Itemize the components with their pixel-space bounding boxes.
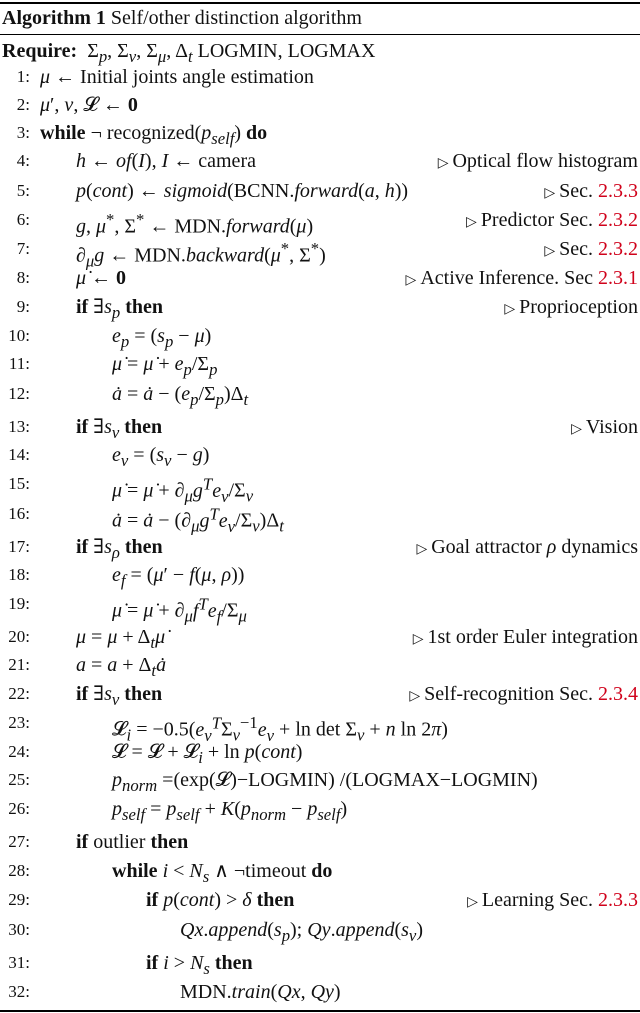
- line-code: $\mu = \mu + \Delta_t\mu̇$: [76, 626, 166, 652]
- algorithm-line: [0, 623, 640, 651]
- line-number: 3:: [16, 123, 30, 142]
- line-comment: [571, 413, 638, 444]
- comment-text: Sec.: [559, 238, 598, 260]
- line-number: 25:: [8, 770, 30, 789]
- algorithm-line: [0, 978, 640, 1006]
- line-number: 12:: [8, 384, 30, 403]
- line-code: if $\exists s_v$ then: [76, 416, 163, 442]
- line-number: 10:: [8, 326, 30, 345]
- line-code: μ ← Initial joints angle estimation: [40, 66, 314, 88]
- require-keyword: Require:: [2, 40, 78, 62]
- section-reference-link[interactable]: 2.3.3: [598, 180, 638, 202]
- comment-text: Sec.: [559, 180, 598, 202]
- comment-text: Self-recognition Sec.: [424, 683, 598, 705]
- algorithm-line: [0, 206, 640, 238]
- algorithm-line: [0, 651, 640, 679]
- line-code: 𝓛 = 𝓛 + 𝓛$_i$ + ln p(cont): [112, 741, 303, 767]
- algorithm-line: [0, 350, 640, 378]
- algorithm-line: [0, 413, 640, 441]
- line-number: 11:: [8, 354, 30, 373]
- algorithm-line: [0, 470, 640, 506]
- algorithm-line: [0, 738, 640, 766]
- line-comment: [413, 623, 638, 654]
- line-number: 30:: [8, 920, 30, 939]
- line-code: $p_{norm}$ =(exp(𝓛)−LOGMIN) /(LOGMAX−LOGMIN): [112, 769, 538, 795]
- line-number: 26:: [8, 799, 30, 818]
- algorithm-line: [0, 916, 640, 944]
- algorithm-line: [0, 795, 640, 823]
- line-comment: [466, 206, 638, 237]
- top-rule: [0, 2, 640, 4]
- comment-triangle-icon: ▷: [571, 422, 582, 437]
- line-number: 21:: [8, 655, 30, 674]
- algorithm-line: [0, 380, 640, 408]
- algorithm-line: [0, 119, 640, 147]
- line-code: $e_f = (\mu' - f(\mu$, ρ)): [112, 564, 245, 590]
- line-code: μ̇ = μ̇ + $e_p/\Sigma_p$: [112, 353, 218, 379]
- line-code: μ′, v, 𝓛 ← 0: [40, 94, 138, 116]
- line-number: 9:: [16, 297, 30, 316]
- comment-text: Proprioception: [519, 296, 638, 318]
- comment-triangle-icon: ▷: [466, 215, 477, 230]
- algorithm-line: [0, 533, 640, 561]
- line-code: if $\exists s_\rho$ then: [76, 536, 163, 562]
- algorithm-line: [0, 147, 640, 175]
- line-number: 23:: [8, 713, 30, 732]
- section-reference-link[interactable]: 2.3.2: [598, 209, 638, 231]
- line-number: 7:: [16, 239, 30, 258]
- algorithm-line: [0, 322, 640, 350]
- comment-triangle-icon: ▷: [412, 632, 424, 647]
- comment-triangle-icon: ▷: [504, 302, 516, 317]
- algorithm-line: [0, 949, 640, 977]
- algorithm-line: [0, 561, 640, 589]
- line-number: 15:: [8, 474, 30, 493]
- bottom-rule: [0, 1010, 640, 1012]
- line-code: if $i > N_s$ then: [146, 952, 253, 978]
- algorithm-line: [0, 441, 640, 469]
- line-comment: [544, 235, 638, 266]
- line-code: if $\exists s_v$ then: [76, 683, 163, 709]
- line-number: 27:: [8, 832, 30, 851]
- comment-text: Optical flow histogram: [452, 150, 638, 172]
- line-code: $p_{self} = p_{self} + K(p_{norm} - p_{self})$: [112, 798, 348, 824]
- line-comment: [504, 293, 638, 324]
- line-comment: [409, 680, 638, 711]
- require-text: $\Sigma_p$, $\Sigma_v$, $\Sigma_\mu$, $\Delta_t$ LOGMIN, LOGMAX: [87, 40, 376, 66]
- line-code: μ̇ = μ̇ + $\partial_\mu g^Te_v/\Sigma_v$: [112, 474, 254, 506]
- line-code: μ̇ ← 0: [76, 267, 127, 289]
- line-number: 17:: [8, 537, 30, 556]
- line-code: $a = a + \Delta_tȧ$: [76, 654, 167, 680]
- algorithm-line: [0, 63, 640, 91]
- line-code: while $i < N_s$ ∧ ¬timeout do: [112, 860, 333, 886]
- section-reference-link[interactable]: 2.3.2: [598, 238, 638, 260]
- comment-text: Predictor Sec.: [480, 209, 598, 231]
- algorithm-line: [0, 680, 640, 708]
- line-number: 29:: [8, 890, 30, 909]
- line-code: h ← of(I), I ← camera: [76, 150, 256, 172]
- comment-triangle-icon: ▷: [467, 895, 478, 910]
- line-comment: [406, 264, 638, 295]
- line-number: 6:: [16, 210, 30, 229]
- algorithm-line: [0, 264, 640, 292]
- line-code: $e_p = (s_p - \mu)$: [112, 325, 212, 351]
- line-number: 4:: [16, 151, 30, 170]
- algorithm-line: [0, 766, 640, 794]
- comment-text: Vision: [585, 416, 638, 438]
- algorithm-line: [0, 91, 640, 119]
- algorithm-line: [0, 886, 640, 914]
- line-code: if outlier then: [76, 831, 189, 853]
- algorithm-line: [0, 709, 640, 745]
- line-code: ȧ = ȧ − $(e_p/\Sigma_p)\Delta_t$: [112, 383, 249, 409]
- algorithm-line: [0, 177, 640, 205]
- line-number: 31:: [8, 953, 30, 972]
- caption-title: Self/other distinction algorithm: [110, 7, 362, 29]
- line-number: 2:: [16, 95, 30, 114]
- comment-triangle-icon: ▷: [544, 244, 556, 259]
- line-number: 14:: [8, 445, 30, 464]
- line-number: 5:: [16, 181, 30, 200]
- line-number: 22:: [8, 684, 30, 703]
- comment-text: Goal attractor ρ dynamics: [431, 536, 638, 558]
- line-number: 13:: [8, 417, 30, 436]
- comment-triangle-icon: ▷: [437, 156, 449, 171]
- line-code: g, μ*, Σ* ← MDN.forward(μ): [76, 210, 314, 238]
- line-code: 𝓛$_i$ = $-0.5(e_v^T\Sigma_v^{-1}e_v + \ln \det \Sigma_v + n$ ln 2π): [112, 713, 448, 745]
- line-comment: [438, 147, 638, 178]
- comment-text: Active Inference. Sec: [420, 267, 598, 289]
- line-code: $e_v = (s_v - g)$: [112, 444, 210, 470]
- algorithm-line: [0, 857, 640, 885]
- line-code: μ̇ = μ̇ + $\partial_\mu f^Te_f/\Sigma_\mu$: [112, 594, 247, 626]
- line-number: 20:: [8, 627, 30, 646]
- line-comment: [416, 533, 638, 564]
- line-number: 8:: [16, 268, 30, 287]
- line-code: $Qx.append(s_p)$; $Qy.append(s_v)$: [180, 919, 423, 945]
- line-number: 16:: [8, 504, 30, 523]
- comment-text: 1st order Euler integration: [427, 626, 638, 648]
- section-reference-link[interactable]: 2.3.3: [598, 889, 638, 911]
- line-code: if $\exists s_p$ then: [76, 296, 163, 322]
- line-code: p(cont) ← sigmoid(BCNN.forward(a, h)): [76, 180, 409, 202]
- line-code: while ¬ $recognized(p_{self})$ do: [40, 122, 268, 148]
- line-code: $\partial_\mu g$ ← MDN.backward(μ*, Σ*): [76, 239, 326, 271]
- line-number: 24:: [8, 742, 30, 761]
- comment-triangle-icon: ▷: [405, 273, 417, 288]
- algorithm-line: [0, 235, 640, 271]
- line-number: 28:: [8, 861, 30, 880]
- line-number: 18:: [8, 565, 30, 584]
- line-code: ȧ = ȧ − $(\partial_\mu g^Te_v/\Sigma_v)\Delta_t$: [112, 504, 284, 536]
- algorithm-line: [0, 500, 640, 536]
- line-comment: [544, 177, 638, 208]
- algorithm-caption: [2, 5, 362, 31]
- line-number: 32:: [8, 982, 30, 1001]
- comment-triangle-icon: ▷: [409, 689, 421, 704]
- section-reference-link[interactable]: 2.3.1: [598, 267, 638, 289]
- caption-rule: [0, 34, 640, 35]
- line-comment: [467, 886, 638, 917]
- line-number: 19:: [8, 594, 30, 613]
- algorithm-line: [0, 293, 640, 321]
- line-code: if p(cont) > δ then: [146, 889, 295, 911]
- algorithm-line: [0, 590, 640, 626]
- caption-label: Algorithm 1: [2, 7, 106, 29]
- comment-text: Learning Sec.: [481, 889, 598, 911]
- line-code: MDN.train(Qx, Qy): [180, 981, 341, 1003]
- comment-triangle-icon: ▷: [416, 542, 428, 557]
- line-number: 1:: [16, 67, 30, 86]
- algorithm-line: [0, 828, 640, 856]
- comment-triangle-icon: ▷: [544, 186, 556, 201]
- section-reference-link[interactable]: 2.3.4: [598, 683, 638, 705]
